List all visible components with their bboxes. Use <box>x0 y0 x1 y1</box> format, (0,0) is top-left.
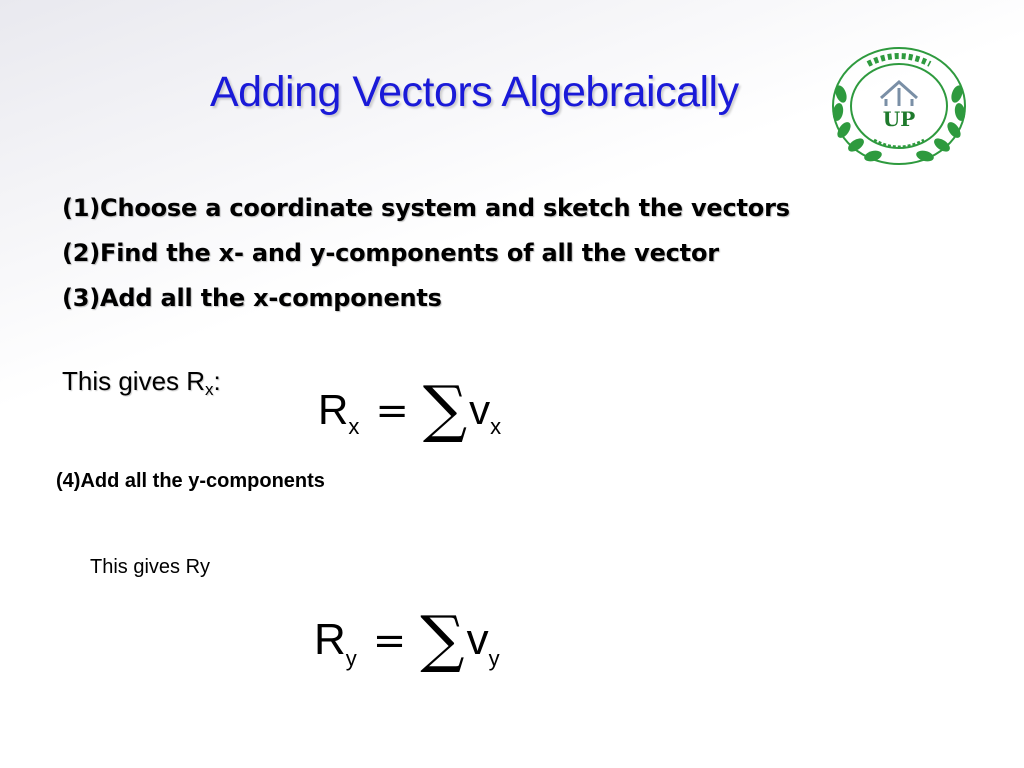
eq-rx-lhs-sub: x <box>348 414 360 439</box>
logo-initials: UP <box>882 107 916 131</box>
eq-rx-sigma: ∑ <box>422 372 468 445</box>
this-gives-rx-text: This gives R <box>62 366 206 396</box>
step-3: (3)Add all the x-components <box>62 284 442 312</box>
this-gives-rx <box>62 366 221 400</box>
equation-rx <box>318 366 502 445</box>
university-logo-icon <box>828 44 970 168</box>
eq-ry-rhs: v <box>466 615 489 664</box>
this-gives-ry: This gives Ry <box>90 556 211 578</box>
eq-ry-lhs-sub: y <box>345 646 357 671</box>
step-1: (1)Choose a coordinate system and sketch the vectors <box>62 194 790 222</box>
eq-rx-lhs: R <box>318 386 349 433</box>
this-gives-rx-suffix: : <box>213 366 221 396</box>
steps-list <box>62 186 790 321</box>
eq-ry-lhs: R <box>314 615 346 664</box>
eq-rx-rhs-sub: x <box>490 414 502 439</box>
step-4: (4)Add all the y-components <box>56 470 325 492</box>
this-gives-rx-sub: x <box>205 380 214 399</box>
slide-title: Adding Vectors Algebraically <box>210 68 739 116</box>
step-2: (2)Find the x- and y-components of all the vector <box>62 239 719 267</box>
eq-ry-sigma: ∑ <box>420 602 465 675</box>
eq-ry-equals: = <box>372 618 407 664</box>
eq-ry-rhs-sub: y <box>488 646 500 671</box>
equation-ry <box>314 596 500 675</box>
eq-rx-equals: = <box>375 388 409 434</box>
eq-rx-rhs: v <box>469 386 491 433</box>
